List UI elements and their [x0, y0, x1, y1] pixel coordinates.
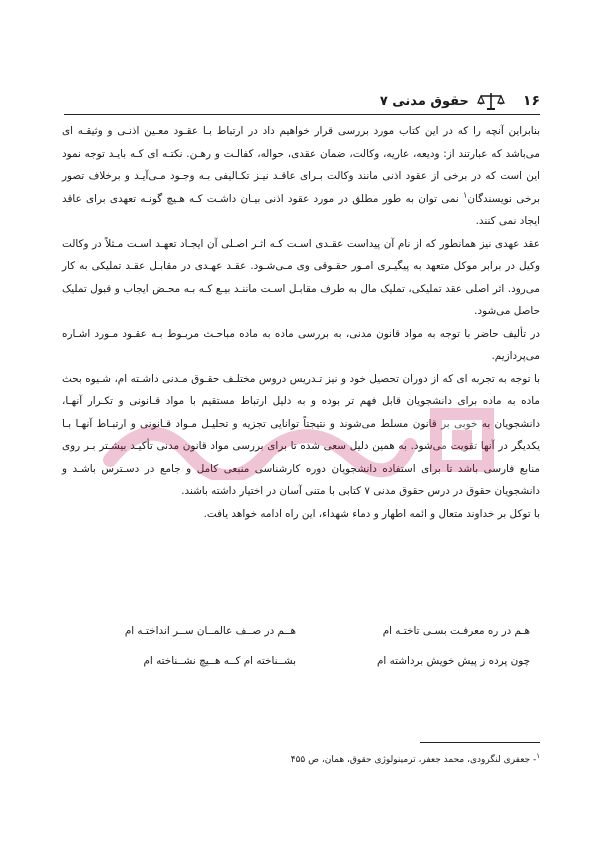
footnote-divider	[420, 742, 540, 743]
poem-hemistich: چون پرده ز پیش خویش برداشته ام	[376, 655, 530, 667]
footnote-reference: ۱	[463, 190, 468, 200]
running-header	[64, 88, 540, 115]
poem-hemistich: هــم در صــف عالمــان ســر انداختـه ام	[124, 625, 296, 637]
book-title: حقوق مدنی ۷	[379, 93, 469, 109]
paragraph	[62, 120, 540, 233]
poem	[80, 616, 530, 676]
poem-row	[80, 646, 530, 676]
footnote-mark: ۱	[536, 752, 540, 760]
footnote-text: - جعفری لنگرودی، محمد جعفر، ترمینولوژی حقوق، همان، ص ۴۵۵	[290, 755, 537, 765]
scales-of-justice-icon	[477, 91, 505, 111]
paragraph: با توجه به تجربه ای که از دوران تحصیل خود و نیز تـدریس دروس مختلـف حقـوق مـدنی داشـته ام، شـیوه بحث ماده به ماده برای دانشجویان قابل فهم تر بوده و به دلیل ارتباط مستقیم با مواد قـانونی و تکـرار آنهـا، دانشجویان به خوبی بر قانون مسلط می‌شوند و نتیجتاً توانایی تجزیه و تحلیـل مـواد قـانونی و ارتبـاط آنهـا بـا یکدیگر در آنها تقویت می‌شود. به همین دلیل سعی شده تا برای بررسی مواد قانون مدنی تأکیـد بیشـتر بـر روی منابع فارسی باشد تا برای استفاده دانشجویان دوره کارشناسی منبعی کامل و جامع در دسـترس باشـد و دانشجویان حقوق در درس حقوق مدنی ۷ کتابی با متنی آسان در اختیار داشته باشند.	[62, 372, 540, 497]
paragraph-text: بنابراین آنچه را که در این کتاب مورد بررسی قرار خواهیم داد در ارتباط بـا عقـود معـین اذنـی و وثیقـه ای می‌باشد که عبارتند از: ودیعه، عاریه، وکالت، ضمان عقدی، حواله، کفالـت و رهـن. نکتـه ای کـه بایـد توجه نمود این است که در برخی از عقود اذنی مانند وکالت بـرای عاقـد نیـز تکـالیفی بـه وجـود مـی‌آیـد و برخلاف تصور برخی نویسندگان	[62, 125, 540, 205]
paragraph: عقد عهدی نیز همانطور که از نام آن پیداست عقـدی اسـت کـه اثـر اصـلی آن ایجـاد تعهـد اسـت مـثلاً در وکالت وکیل در برابر موکل متعهد به پیگیـری امـور حقـوقی وی مـی‌شـود. عقـد عهـدی در مقابـل عقـد تملیکی به کار می‌رود. اثر اصلی عقد تملیکی، تملیک مال به طرف مقابـل اسـت ماننـد بیـع کـه بـه محـض ایجاب و قبول تملیک حاصل می‌شود.	[62, 237, 540, 317]
poem-row	[80, 616, 530, 646]
paragraph: در تألیف حاضر با توجه به مواد قانون مدنی، به بررسی ماده به ماده مباحـث مربـوط بـه عقـود مـورد اشـاره می‌پردازیم.	[62, 327, 540, 362]
body-text	[62, 120, 540, 525]
poem-hemistich: بشــناخته ام کــه هــیچ نشــناخته ام	[143, 655, 296, 667]
page-number: ۱۶	[522, 93, 540, 109]
poem-hemistich: هـم در ره معرفـت بسـی تاختـه ام	[382, 625, 530, 637]
paragraph: با توکل بر خداوند متعال و ائمه اطهار و دماء شهداء، این راه ادامه خواهد یافت.	[203, 507, 540, 520]
paragraph-text: نمی توان به طور مطلق در مورد عقود اذنی بیـان داشـت کـه هـیچ گونـه تعهدی برای عاقد ایجاد نمی کنند.	[62, 192, 540, 227]
footnote	[200, 748, 540, 768]
